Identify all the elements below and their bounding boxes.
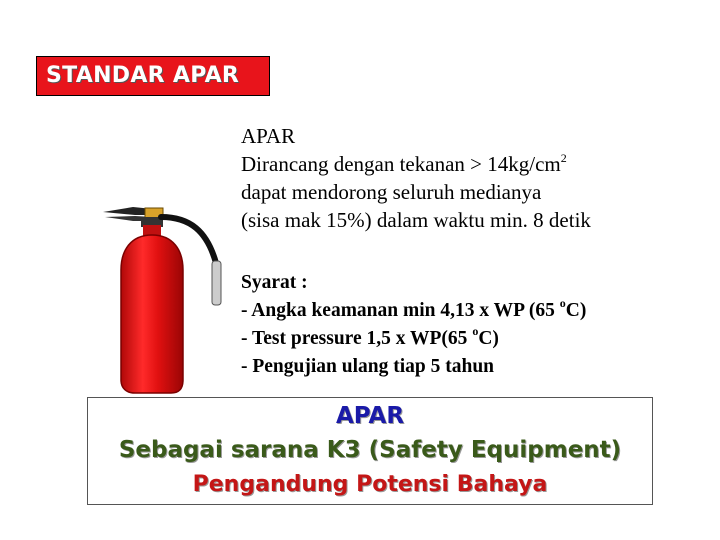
- intro-line-push: dapat mendorong seluruh medianya: [241, 180, 542, 204]
- degree-superscript: o: [559, 296, 566, 310]
- requirement-unit: C): [478, 328, 499, 349]
- summary-warning: Pengandung Potensi Bahaya: [192, 472, 548, 497]
- pressure-text: Dirancang dengan tekanan > 14kg/cm: [241, 152, 561, 176]
- requirement-item-safety-factor: [241, 297, 586, 325]
- pressure-superscript: 2: [560, 151, 567, 165]
- degree-superscript: o: [472, 324, 479, 338]
- requirement-text: - Test pressure 1,5 x WP(65: [241, 328, 473, 349]
- summary-subtitle: Sebagai sarana K3 (Safety Equipment): [118, 437, 622, 463]
- summary-box: [87, 397, 653, 505]
- intro-line-apar: APAR: [241, 124, 296, 148]
- requirement-item-test-pressure: [241, 325, 586, 353]
- requirement-unit: C): [565, 300, 587, 321]
- requirements-heading: Syarat :: [241, 272, 308, 293]
- requirement-text: - Angka keamanan min 4,13 x WP (65: [241, 300, 560, 321]
- requirements-block: [241, 269, 586, 381]
- intro-block: [241, 122, 591, 234]
- fire-extinguisher-icon: [95, 195, 245, 395]
- summary-title: APAR: [335, 403, 405, 429]
- intro-line-pressure: [241, 150, 591, 178]
- intro-line-residue: (sisa mak 15%) dalam waktu min. 8 detik: [241, 208, 591, 232]
- requirement-item-retest: - Pengujian ulang tiap 5 tahun: [241, 356, 495, 377]
- slide-title: STANDAR APAR: [36, 56, 270, 96]
